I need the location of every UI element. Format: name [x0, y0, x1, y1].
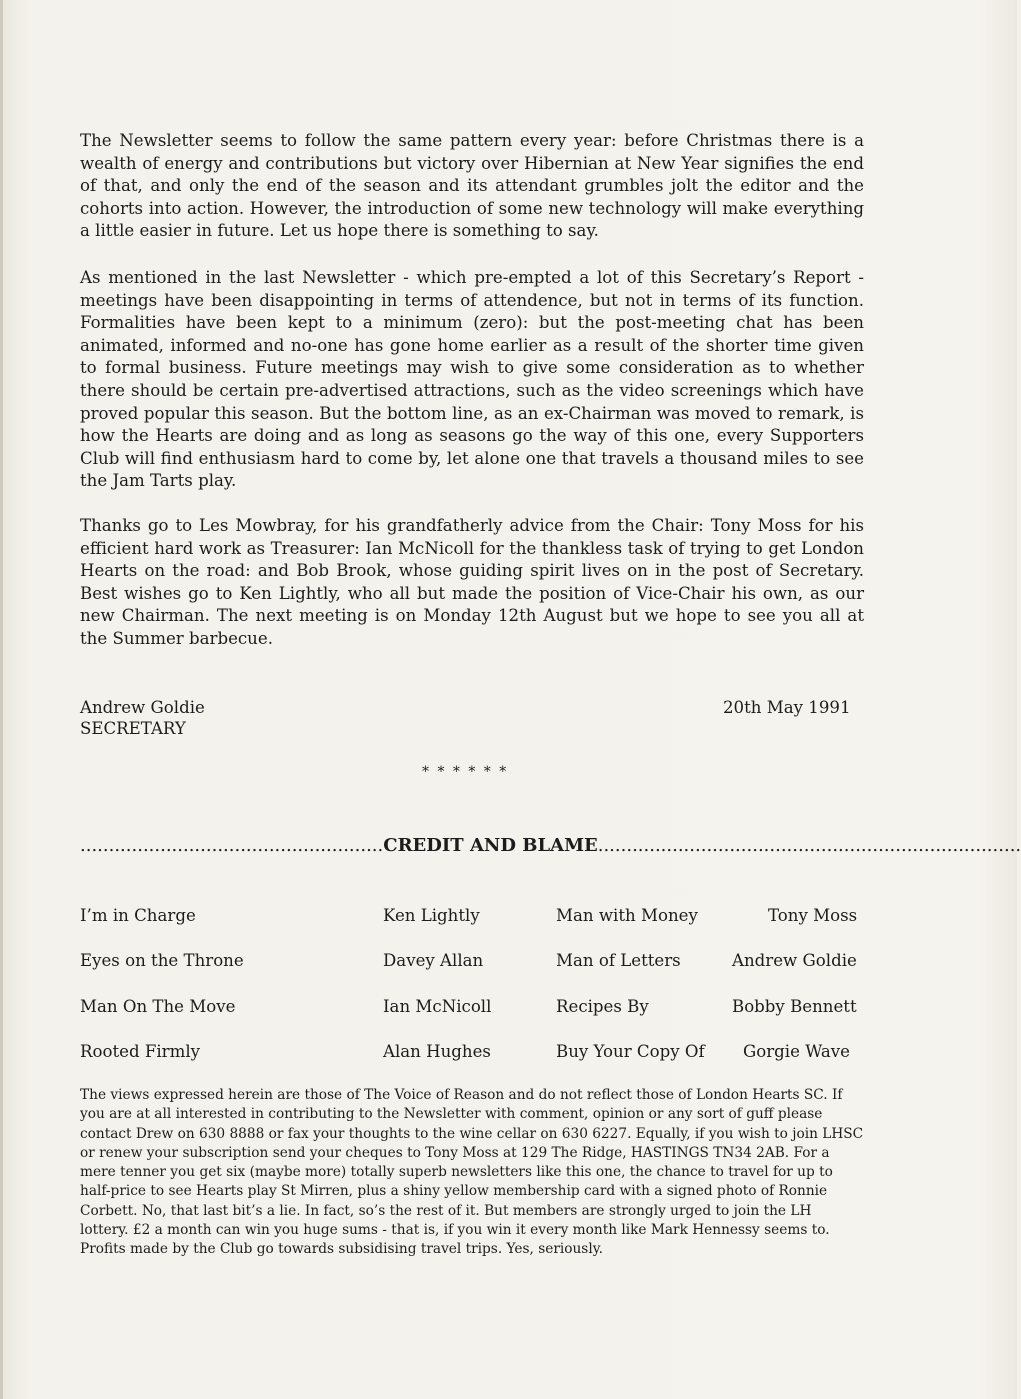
- credit-person: Gorgie Wave: [743, 1042, 850, 1061]
- section-separator: * * * * * *: [422, 764, 509, 780]
- paragraph-meetings: As mentioned in the last Newsletter - which pre-empted a lot of this Secretary’s Report - meetings have been disappointing in terms of attendence, but not in terms of its function. Formalities have been kept to a minimum (zero): but the post-meeting chat has been animated, informed and no-one has gone home earlier as a result of the shorter time given to formal business. Future meetings may wish to give some consideration as to whether there should be certain pre-advertised attractions, such as the video screenings which have proved popular this season. But the bottom line, as an ex-Chairman was moved to remark, is how the Hearts are doing and as long as seasons go the way of this one, every Supporters Club will find enthusiasm hard to come by, let alone one that travels a thousand miles to see the Jam Tarts play.: [80, 268, 864, 491]
- credit-person: Davey Allan: [383, 951, 484, 970]
- credit-person: Ken Lightly: [383, 906, 480, 925]
- paragraph-thanks: Thanks go to Les Mowbray, for his grandfatherly advice from the Chair: Tony Moss for his efficient hard work as Treasurer: Ian McNicoll for the thankless task of trying to get London Hearts on the road: and Bob Brook, whose guiding spirit lives on in the post of Secretary. Best wishes go to Ken Lightly, who all but made the position of Vice-Chair his own, as our new Chairman. The next meeting is on Monday 12th August but we hope to see you all at the Summer barbecue.: [80, 516, 864, 648]
- signature-title: SECRETARY: [80, 719, 186, 738]
- signature-name: Andrew Goldie: [80, 698, 205, 717]
- credit-person: Ian McNicoll: [383, 997, 492, 1016]
- credit-role: Man of Letters: [556, 951, 681, 970]
- credit-role: Buy Your Copy Of: [556, 1042, 705, 1061]
- leader-dots-right: ..........................................................................: [597, 835, 1021, 856]
- leader-dots-left: .....................................................: [80, 835, 384, 856]
- paragraph-intro: The Newsletter seems to follow the same pattern every year: before Christmas there is a wealth of energy and contributions but victory over Hibernian at New Year signifies the end of that, and only the end of the season and its attendant grumbles jolt the editor and the cohorts into action. However, the introduction of some new technology will make everything a little easier in future. Let us hope there is something to say.: [80, 131, 864, 241]
- credit-person: Bobby Bennett: [732, 997, 857, 1016]
- credit-person: Andrew Goldie: [732, 951, 857, 970]
- credit-role: Eyes on the Throne: [80, 951, 244, 970]
- credit-heading-text: CREDIT AND BLAME: [383, 835, 598, 856]
- credit-role: Rooted Firmly: [80, 1042, 201, 1061]
- page-edge: [0, 0, 3, 1399]
- credit-role: Recipes By: [556, 997, 649, 1016]
- credit-role: I’m in Charge: [80, 906, 196, 925]
- credit-heading: [80, 835, 1021, 856]
- signature-date: 20th May 1991: [723, 698, 851, 717]
- credit-role: Man with Money: [556, 906, 698, 925]
- footer-disclaimer: The views expressed herein are those of The Voice of Reason and do not reflect those of London Hearts SC. If you are at all interested in contributing to the Newsletter with comment, opinion or any sort of guff please contact Drew on 630 8888 or fax your thoughts to the wine cellar on 630 6227. Equally, if you wish to join LHSC or renew your subscription send your cheques to Tony Moss at 129 The Ridge, HASTINGS TN34 2AB. For a mere tenner you get six (maybe more) totally superb newsletters like this one, the chance to travel for up to half-price to see Hearts play St Mirren, plus a shiny yellow membership card with a signed photo of Ronnie Corbett. No, that last bit’s a lie. In fact, so’s the rest of it. But members are strongly urged to join the LH lottery. £2 a month can win you huge sums - that is, if you win it every month like Mark Hennessy seems to. Profits made by the Club go towards subsidising travel trips. Yes, seriously.: [80, 1087, 864, 1258]
- credit-role: Man On The Move: [80, 997, 236, 1016]
- credit-person: Tony Moss: [768, 906, 858, 925]
- credit-person: Alan Hughes: [383, 1042, 491, 1061]
